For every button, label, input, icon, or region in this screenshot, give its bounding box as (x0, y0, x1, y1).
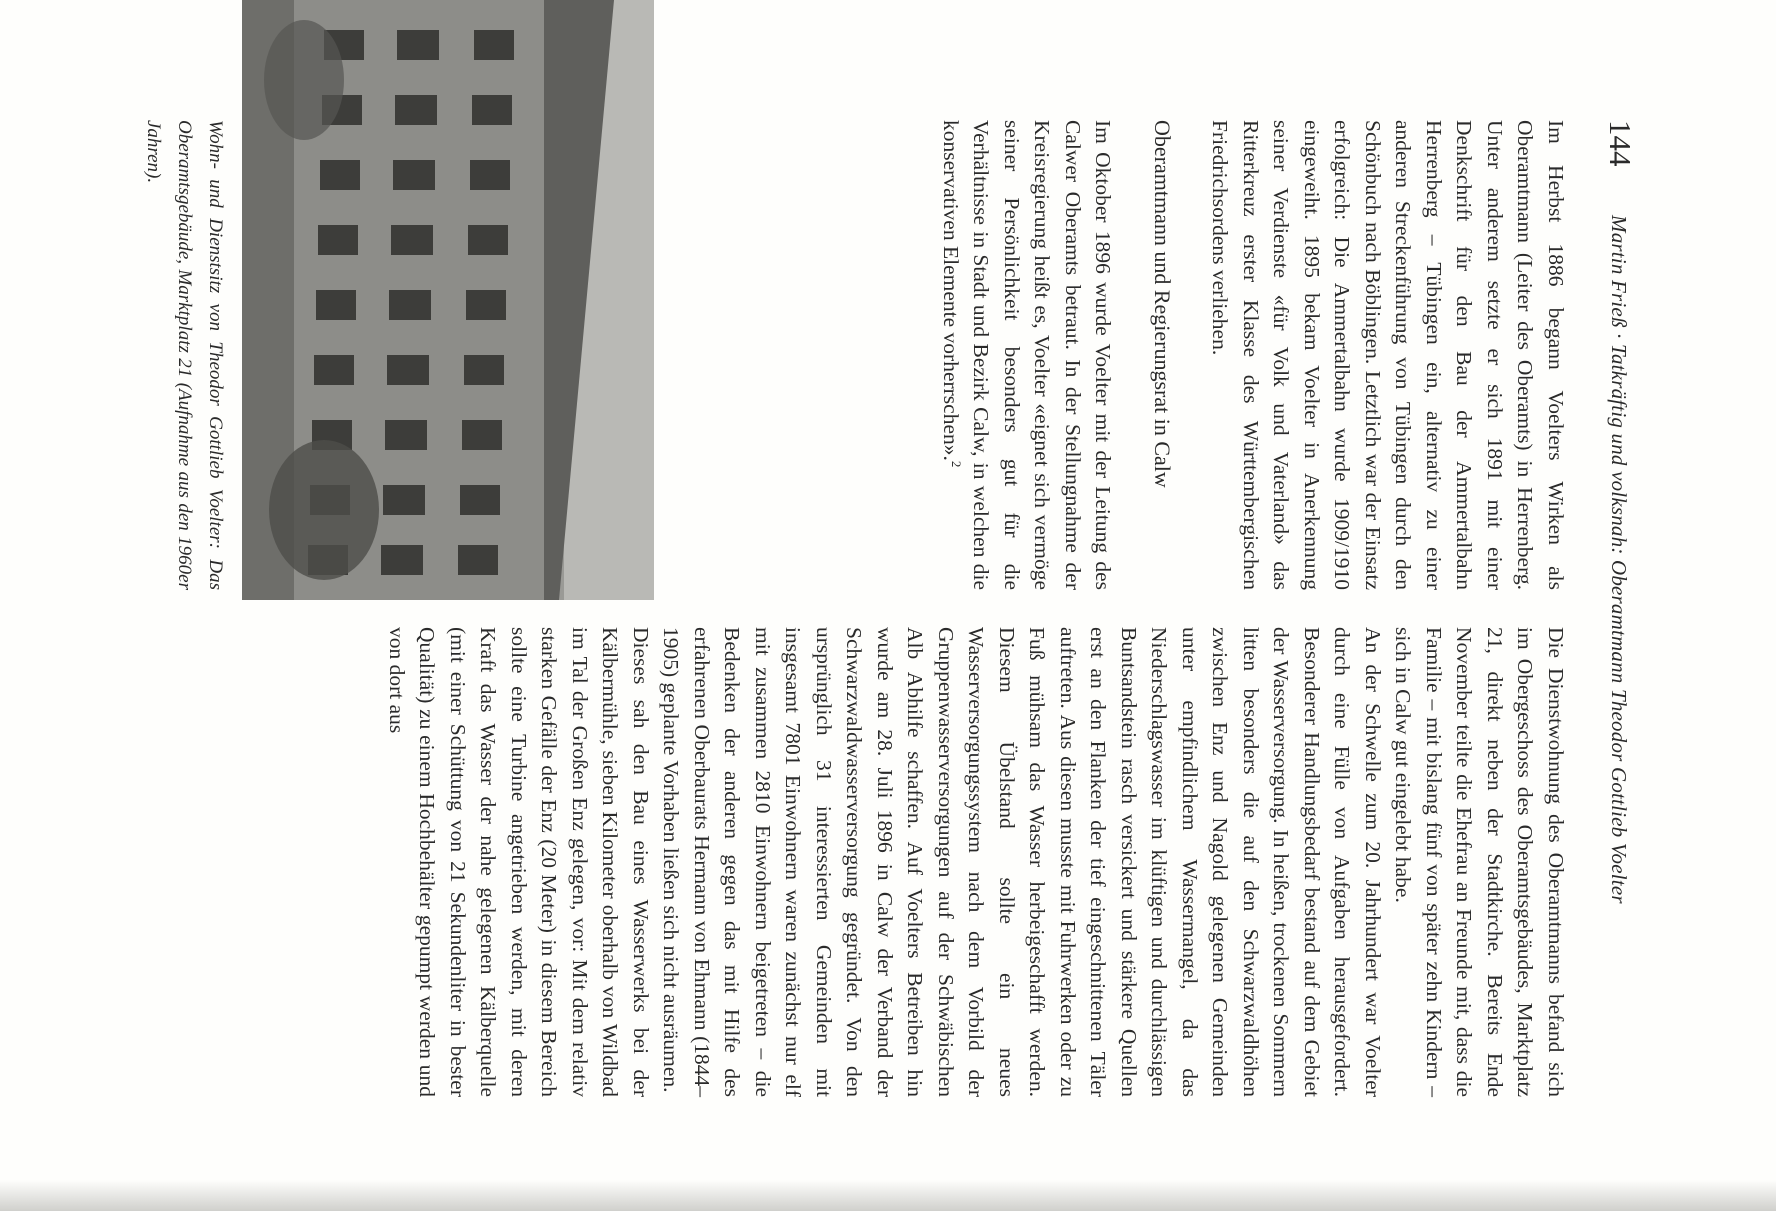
paragraph: Dieses sah den Bau eines Wasserwerks bei der Kälbermühle, sieben Kilometer oberhalb von Wildbad im Tal der Großen Enz gelegen, vor: Mit dem relativ starken Gefälle der Enz (20 Meter) in diesem Bereich sollte eine Turbine angetrieben werden, mit deren Kraft das Wasser der nahe gelegenen Kälberquelle (mit einer Schüttung von 21 Sekundenliter in bester Qualität) zu einem Hochbehälter gepumpt werden und von dort aus (385, 627, 653, 1097)
section-heading: Oberamtmann und Regierungsrat in Calw (1150, 120, 1175, 488)
caption-text: Wohn- und Dienstsitz von Theodor Gottlieb Voelter: Das Oberamtsgebäude, Marktplatz 21 (Aufnahme aus den 1960er Jahren). (143, 120, 226, 590)
paragraph: Die Dienstwohnung des Oberamtmanns befand sich im Obergeschoss des Oberamtsgebäudes, Marktplatz 21, direkt neben der Stadtkirche. Bereits Ende November teilte die Ehefrau an Freunde mit, dass die Familie – mit bislang fünf von später zehn Kindern – sich in Calw gut eingelebt habe. (1391, 627, 1568, 1097)
paragraph: An der Schwelle zum 20. Jahrhundert war Voelter durch eine Fülle von Aufgaben herausgefordert. Besonderer Handlungsbedarf bestand auf dem Gebiet der Wasserversorgung. In heißen, trockenen Sommern litten besonders die auf den Schwarzwaldhöhen zwischen Enz und Nagold gelegenen Gemeinden unter empfindlichem Wassermangel, da das Niederschlagswasser im klüftigen und durchlässigen Buntsandstein rasch versickert und stärkere Quellen erst an den Flanken der tief eingeschnittenen Täler auftreten. Aus diesen musste mit Fuhrwerken oder zu Fuß mühsam das Wasser herbeigeschafft werden. Diesem Übelstand sollte ein neues Wasserversorgungssystem nach dem Vorbild der Gruppenwasserversorgungen auf der Schwäbischen Alb Abhilfe schaffen. Auf Voelters Betreiben hin wurde am 28. Juli 1896 in Calw der Verband der Schwarzwaldwasserversorgung gegründet. Von den ursprünglich 31 interessierten Gemeinden mit insgesamt 7801 Einwohnern waren zunächst nur elf mit zusammen 2810 Einwohnern beigetreten – die Bedenken der anderen gegen das mit Hilfe des erfahrenen Oberbaurats Hermann von Ehmann (1844–1905) geplante Vorhaben ließen sich nicht ausräumen. (659, 627, 1385, 1097)
footnote-reference: 2 (949, 460, 965, 468)
page-edge-shadow (0, 1180, 1776, 1211)
right-column (382, 627, 1572, 1097)
paragraph: Im Herbst 1886 begann Voelters Wirken als Oberamtmann (Leiter des Oberamts) in Herrenberg. Unter anderem setzte er sich 1891 mit einer Denkschrift für den Bau der Ammertalbahn Herrenberg – Tübingen ein, alternativ zu einer anderen Streckenführung von Tübingen durch den Schönbuch nach Böblingen. Letztlich war der Einsatz erfolgreich: Die Ammertalbahn wurde 1909/1910 eingeweiht. 1895 bekam Voelter in Anerkennung seiner Verdienste «für Volk und Vaterland» das Ritterkreuz erster Klasse des Württembergischen Friedrichsordens verliehen. (1208, 120, 1568, 590)
photo-caption (138, 120, 231, 590)
running-title: Martin Frieß · Tatkräftig und volksnah: Oberamtmann Theodor Gottlieb Voelter (1607, 215, 1631, 904)
building-photo (242, 0, 654, 600)
page-number: 144 (1603, 120, 1638, 167)
paragraph (936, 120, 1119, 590)
building-photo-image (242, 0, 654, 600)
paragraph-text: Im Oktober 1896 wurde Voelter mit der Leitung des Calwer Oberamts betraut. In der Stellungnahme der Kreisregierung heißt es, Voelter «eignet sich vermöge seiner Persönlichkeit besonders gut für die Verhältnisse in Stadt und Bezirk Calw, in welchen die konservativen Elemente vorherrschen». (939, 120, 1116, 590)
left-column (936, 120, 1572, 590)
